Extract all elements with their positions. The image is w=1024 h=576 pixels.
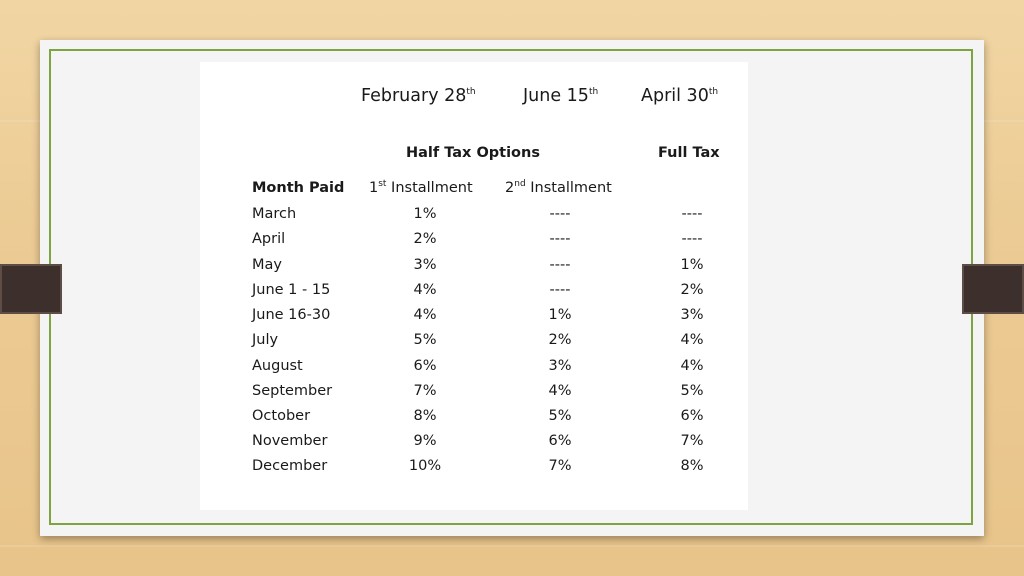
date-june: June 15th bbox=[523, 86, 599, 106]
right-tab-decoration bbox=[962, 264, 1024, 314]
row-full: 7% bbox=[680, 433, 704, 449]
row-month: April bbox=[252, 231, 286, 247]
row-first: 3% bbox=[413, 257, 437, 273]
row-first: 6% bbox=[413, 358, 437, 374]
row-first: 1% bbox=[413, 206, 437, 222]
row-month: October bbox=[252, 408, 311, 424]
row-second: ---- bbox=[549, 282, 571, 298]
row-first: 10% bbox=[408, 458, 442, 474]
row-month: June 1 - 15 bbox=[252, 282, 331, 298]
row-month: March bbox=[252, 206, 297, 222]
row-second: 7% bbox=[548, 458, 572, 474]
row-full: 5% bbox=[680, 383, 704, 399]
date-april: April 30th bbox=[641, 86, 719, 106]
row-month: September bbox=[252, 383, 333, 399]
row-first: 8% bbox=[413, 408, 437, 424]
row-month: December bbox=[252, 458, 328, 474]
row-full: 1% bbox=[680, 257, 704, 273]
month-paid-header: Month Paid bbox=[252, 180, 345, 196]
row-month: May bbox=[252, 257, 282, 273]
row-month: August bbox=[252, 358, 303, 374]
row-full: 6% bbox=[680, 408, 704, 424]
full-tax-header: Full Tax bbox=[658, 145, 720, 161]
date-february: February 28th bbox=[361, 86, 476, 106]
row-full: ---- bbox=[681, 231, 703, 247]
row-first: 4% bbox=[413, 307, 437, 323]
row-second: 2% bbox=[548, 332, 572, 348]
row-second: 4% bbox=[548, 383, 572, 399]
row-second: ---- bbox=[549, 231, 571, 247]
row-month: June 16-30 bbox=[252, 307, 331, 323]
row-second: ---- bbox=[549, 257, 571, 273]
wood-grain bbox=[0, 545, 1024, 547]
left-tab-decoration bbox=[0, 264, 62, 314]
second-installment-header: 2nd Installment bbox=[505, 179, 612, 196]
row-full: 4% bbox=[680, 332, 704, 348]
row-first: 2% bbox=[413, 231, 437, 247]
row-full: 2% bbox=[680, 282, 704, 298]
row-second: 6% bbox=[548, 433, 572, 449]
row-first: 7% bbox=[413, 383, 437, 399]
half-tax-header: Half Tax Options bbox=[406, 145, 540, 161]
row-full: 4% bbox=[680, 358, 704, 374]
row-second: 1% bbox=[548, 307, 572, 323]
row-month: July bbox=[252, 332, 279, 348]
row-first: 9% bbox=[413, 433, 437, 449]
first-installment-header: 1st Installment bbox=[369, 179, 473, 196]
row-first: 4% bbox=[413, 282, 437, 298]
row-month: November bbox=[252, 433, 328, 449]
row-second: ---- bbox=[549, 206, 571, 222]
row-second: 5% bbox=[548, 408, 572, 424]
row-full: 3% bbox=[680, 307, 704, 323]
row-second: 3% bbox=[548, 358, 572, 374]
row-full: ---- bbox=[681, 206, 703, 222]
row-full: 8% bbox=[680, 458, 704, 474]
row-first: 5% bbox=[413, 332, 437, 348]
